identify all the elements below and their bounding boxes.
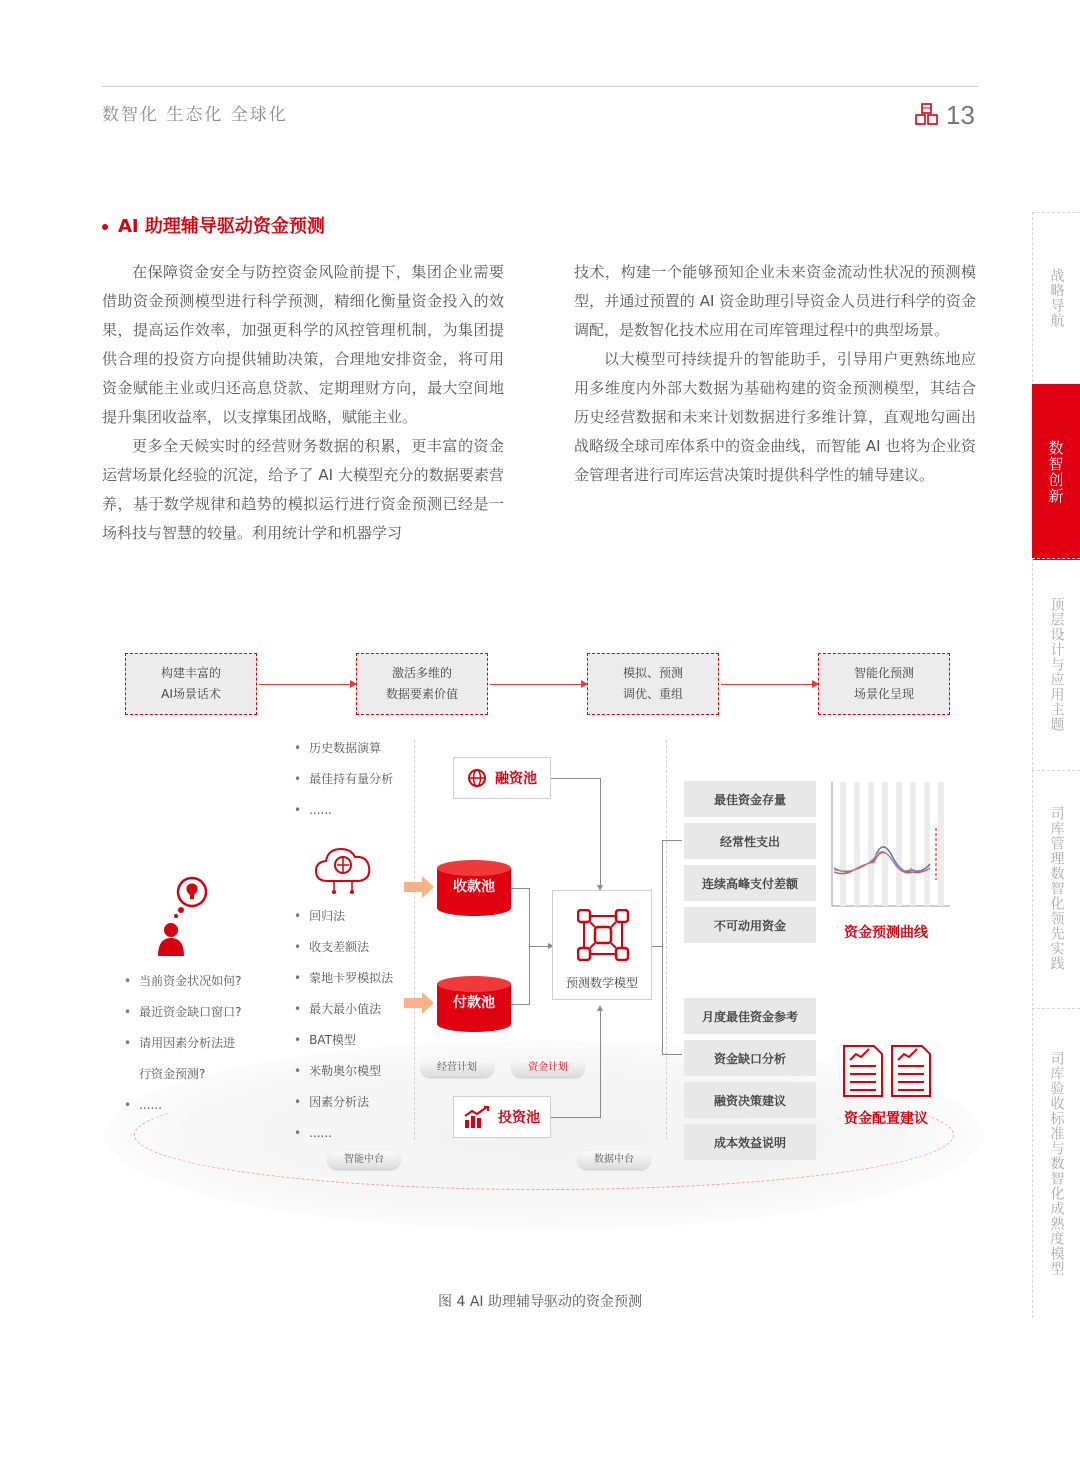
output-box: 最佳资金存量 <box>684 781 816 817</box>
arrow-right-icon <box>404 876 434 898</box>
connector-arrow <box>600 778 601 886</box>
side-tab-label: 顶层设计与应用主题 <box>1048 597 1065 732</box>
list-item: • 请用因素分析法进 <box>124 1033 241 1064</box>
list-item: • ...... <box>124 1095 241 1126</box>
data-platform-pill: 数据中台 <box>578 1151 650 1169</box>
step-text: 构建丰富的 <box>160 666 221 680</box>
header-rule <box>102 86 978 87</box>
list-item: • 米勒奥尔模型 <box>294 1061 393 1092</box>
step-text: 数据要素价值 <box>385 687 458 701</box>
connector-line <box>662 840 663 1054</box>
output-box: 融资决策建议 <box>684 1082 816 1118</box>
collection-pool-cylinder <box>437 860 511 916</box>
step-arrow <box>721 684 813 685</box>
question-list <box>124 971 241 1126</box>
side-tab-label: 司库验收标准与数智化成熟度模型 <box>1048 1051 1065 1276</box>
step-box-1 <box>125 653 257 715</box>
pool-label: 融资池 <box>495 771 537 787</box>
side-tab-design[interactable] <box>1032 558 1080 770</box>
investment-pool-box <box>453 1096 551 1138</box>
fund-allocation-label: 资金配置建议 <box>844 1111 928 1127</box>
pool-label: 投资池 <box>498 1110 540 1126</box>
paragraph: 技术，构建一个能够预知企业未来资金流动性状况的预测模型，并通过预置的 AI 资金助理引导资金人员进行科学的资金调配，是数智化技术应用在司库管理过程中的典型场景。 <box>574 263 976 339</box>
header-tagline: 数智化 生态化 全球化 <box>102 105 288 125</box>
line-chart-icon <box>828 780 952 908</box>
connector-arrow <box>600 1010 601 1118</box>
bullet-dot <box>102 224 108 230</box>
step-arrow <box>259 684 351 685</box>
fund-forecast-diagram <box>96 640 996 1240</box>
output-box: 成本效益说明 <box>684 1124 816 1160</box>
list-item: • ...... <box>294 800 393 831</box>
forecast-curve-label: 资金预测曲线 <box>844 925 928 941</box>
arrow-right-icon <box>404 992 434 1014</box>
network-model-icon <box>577 909 629 961</box>
connector-line <box>652 946 662 947</box>
connector-line <box>662 840 682 841</box>
side-tab-practice[interactable] <box>1032 770 1080 1006</box>
step-text: 调优、重组 <box>622 687 683 701</box>
operating-plan-pill: 经营计划 <box>421 1059 493 1077</box>
output-box: 经常性支出 <box>684 823 816 859</box>
connector-line <box>511 1004 529 1005</box>
list-item: • 收支差额法 <box>294 937 393 968</box>
list-item: • ...... <box>294 1123 393 1154</box>
investment-chart-icon <box>464 1106 490 1128</box>
output-box: 月度最佳资金参考 <box>684 998 816 1034</box>
brain-cloud-icon <box>314 845 372 895</box>
payment-pool-cylinder <box>437 976 511 1032</box>
ai-platform-pill: 智能中台 <box>328 1151 400 1169</box>
body-column-left <box>102 258 504 548</box>
step-text: 智能化预测 <box>853 666 914 680</box>
step-text: 激活多维的 <box>391 666 452 680</box>
person-lightbulb-icon <box>154 876 216 958</box>
step-text: 场景化呈现 <box>853 687 914 701</box>
method-list <box>294 906 393 1154</box>
section-title <box>102 212 325 238</box>
page-number: 13 <box>946 100 975 130</box>
connector-arrow <box>529 946 549 947</box>
list-item: • 最近资金缺口窗口? <box>124 1002 241 1033</box>
step-box-3 <box>587 653 719 715</box>
output-box: 连续高峰支付差额 <box>684 865 816 901</box>
paragraph: 更多全天候实时的经营财务数据的积累，更丰富的资金运营场景化经验的沉淀，给予了 AI 大模型充分的数据要素营养，基于数学规律和趋势的模拟运行进行资金预测已经是一场科技与智慧的较量。利用统计学和机器学习 <box>102 437 504 542</box>
model-label: 预测数学模型 <box>565 976 638 990</box>
step-box-4 <box>818 653 950 715</box>
side-tab-label: 司库管理数智化领先实践 <box>1048 806 1065 971</box>
forecast-model-box <box>552 890 652 1000</box>
connector-line <box>551 1117 601 1118</box>
paragraph: 在保障资金安全与防控资金风险前提下，集团企业需要借助资金预测模型进行科学预测，精细化衡量资金投入的效果，提高运作效率，加强更科学的风控管理机制，为集团提供合理的投资方向提供辅助决策，合理地安排资金，将可用资金赋能主业或归还高息贷款、定期理财方向，最大空间地提升集团收益率，以支撑集团战略，赋能主业。 <box>102 263 504 426</box>
section-title-text: AI 助理辅导驱动资金预测 <box>118 216 325 237</box>
figure-caption: 图 4 AI 助理辅导驱动的资金预测 <box>438 1294 642 1310</box>
list-item: • 蒙地卡罗模拟法 <box>294 968 393 999</box>
side-tab-label: 数智创新 <box>1046 440 1065 504</box>
pool-label: 付款池 <box>453 995 495 1011</box>
list-item: • 历史数据演算 <box>294 738 393 769</box>
side-tab-standards[interactable] <box>1032 1008 1080 1318</box>
connector-line <box>511 888 529 889</box>
column-divider <box>414 740 415 1140</box>
step-arrow <box>490 684 582 685</box>
list-item: • 当前资金状况如何? <box>124 971 241 1002</box>
document-chart-icon <box>842 1042 934 1098</box>
list-item: • BAT模型 <box>294 1030 393 1061</box>
step-box-2 <box>356 653 488 715</box>
pool-label: 收款池 <box>453 879 495 895</box>
side-tab-strategy[interactable] <box>1032 212 1080 382</box>
list-item: • 因素分析法 <box>294 1092 393 1123</box>
list-item: • 回归法 <box>294 906 393 937</box>
list-item: • 最大最小值法 <box>294 999 393 1030</box>
globe-icon <box>467 768 487 788</box>
output-box: 不可动用资金 <box>684 907 816 943</box>
side-tab-innovation[interactable] <box>1032 384 1080 560</box>
data-analysis-list <box>294 738 393 831</box>
cubes-icon <box>914 103 940 129</box>
connector-line <box>551 778 601 779</box>
list-item: • 最佳持有量分析 <box>294 769 393 800</box>
body-column-right <box>574 258 976 490</box>
step-text: AI场景话术 <box>161 687 221 701</box>
step-text: 模拟、预测 <box>622 666 683 680</box>
financing-pool-box <box>453 757 551 799</box>
connector-line <box>662 1054 682 1055</box>
fund-plan-pill: 资金计划 <box>512 1059 584 1077</box>
column-divider <box>666 740 667 1140</box>
list-item: 行资金预测? <box>139 1067 206 1081</box>
paragraph: 以大模型可持续提升的智能助手，引导用户更熟练地应用多维度内外部大数据为基础构建的资金预测模型，其结合历史经营数据和未来计划数据进行多维计算，直观地勾画出战略级全球司库体系中的资金曲线，而智能 AI 也将为企业资金管理者进行司库运营决策时提供科学性的辅导建议。 <box>574 350 976 484</box>
output-box: 资金缺口分析 <box>684 1040 816 1076</box>
side-tab-label: 战略导航 <box>1048 267 1065 328</box>
